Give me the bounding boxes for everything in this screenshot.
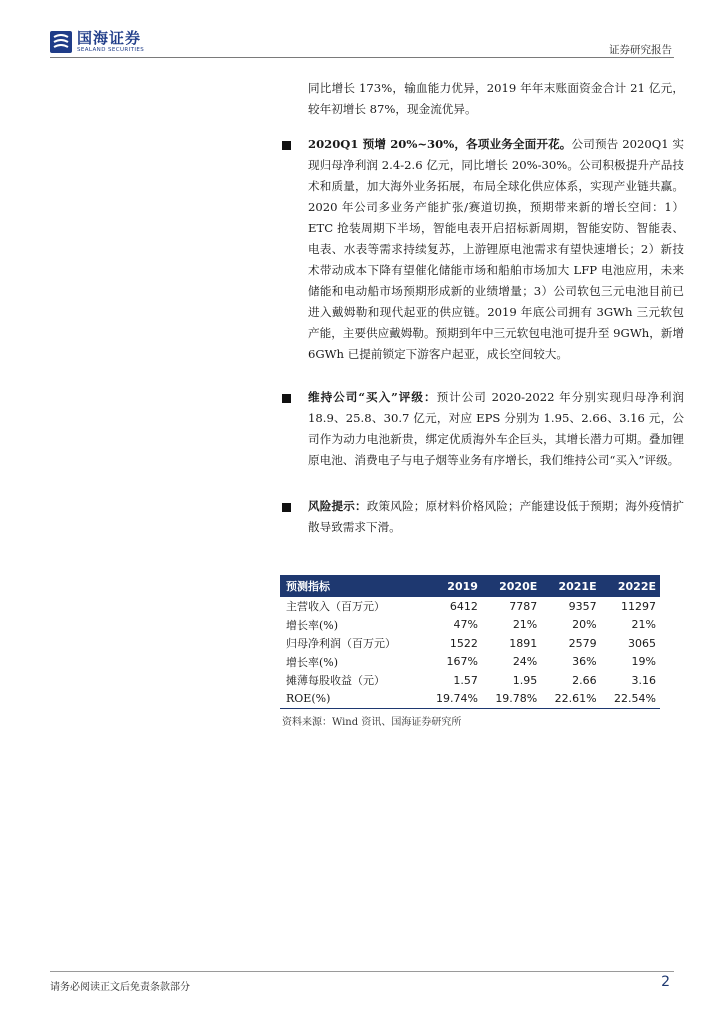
table-row	[280, 671, 660, 690]
table-cell: 20%	[572, 618, 597, 632]
table-cell: 主营收入（百万元）	[286, 600, 385, 614]
table-cell: 1522	[449, 636, 478, 650]
paragraph-risk	[308, 496, 684, 538]
paragraph-lead: 风险提示：	[308, 499, 367, 513]
table-row	[280, 690, 660, 709]
table-header-row	[280, 575, 660, 597]
report-type-label: 证券研究报告	[609, 44, 672, 56]
paragraph-text: 公司预告 2020Q1 实现归母净利润 2.4-2.6 亿元，同比增长 20%-30%。公司积极提升产品技术和质量，加大海外业务拓展，布局全球化供应体系，实现产业链共赢。2020 年公司多业务产能扩张/赛道切换，预期带来新的增长空间：1）ETC 抢装周期下半场，智能电表开启招标新周期，智能安防、智能表、电表、水表等需求持续复苏，上游锂原电池需求有望快速增长；2）新技术带动成本下降有望催化储能市场和船舶市场加大 LFP 电池应用，未来储能和电动船市场预期形成新的业绩增量；3）公司软包三元电池目前已进入戴姆勒和现代起亚的供应链。2019 年底公司拥有 3GWh 三元软包产能，主要供应戴姆勒。预期到年中三元软包电池可提升至 9GWh，新增 6GWh 已提前锁定下游客户起亚，成长空间较大。	[308, 137, 684, 361]
forecast-table	[280, 575, 660, 709]
paragraph-rating	[308, 387, 684, 471]
table-cell: 19.74%	[423, 690, 482, 709]
bullet-marker	[282, 141, 291, 150]
table-source-note: 资料来源：Wind 资讯、国海证券研究所	[282, 717, 462, 728]
table-cell: 167%	[446, 655, 478, 669]
logo-name-en: SEALAND SECURITIES	[77, 47, 145, 53]
paragraph-lead: 维持公司“买入”评级：	[308, 390, 437, 404]
table-cell: 47%	[453, 618, 478, 632]
table-cell: 21%	[512, 618, 538, 632]
table-cell: 摊薄每股收益（元）	[286, 674, 385, 688]
page-number: 2	[661, 974, 670, 990]
table-row	[280, 653, 660, 672]
paragraph-text: 政策风险；原材料价格风险；产能建设低于预期；海外疫情扩散导致需求下滑。	[308, 499, 684, 534]
table-cell: 36%	[572, 655, 597, 669]
table-cell: 1.95	[512, 673, 538, 687]
table-cell: 22.54%	[601, 690, 660, 709]
table-row	[280, 616, 660, 635]
paragraph-q1-forecast	[308, 134, 684, 365]
table-cell: 增长率(%)	[286, 618, 339, 632]
table-cell: 增长率(%)	[286, 655, 339, 669]
table-row	[280, 634, 660, 653]
table-cell: 22.61%	[541, 690, 600, 709]
table-header-cell: 2022E	[601, 575, 660, 597]
bullet-marker	[282, 394, 291, 403]
table-row	[280, 597, 660, 616]
table-cell: 19.78%	[482, 690, 541, 709]
table-cell: 11297	[621, 599, 656, 613]
table-cell: 1891	[509, 636, 538, 650]
table-cell: 9357	[568, 599, 597, 613]
table-cell: 7787	[509, 599, 538, 613]
paragraph-lead: 2020Q1 预增 20%~30%，各项业务全面开花。	[308, 137, 572, 151]
page-header	[0, 0, 724, 60]
table-cell: 3.16	[631, 673, 656, 687]
footer-divider	[50, 971, 674, 972]
logo-name-cn: 国海证券	[77, 29, 142, 47]
paragraph-cashflow	[308, 78, 684, 120]
table-cell: ROE(%)	[280, 690, 423, 709]
table-cell: 6412	[449, 599, 478, 613]
table-cell: 3065	[628, 636, 656, 650]
table-cell: 24%	[512, 655, 538, 669]
table-cell: 2579	[568, 636, 597, 650]
paragraph-text: 预计公司 2020-2022 年分别实现归母净利润 18.9、25.8、30.7 亿元，对应 EPS 分别为 1.95、2.66、3.16 元，公司作为动力电池新贵，绑定优质海外车企巨头，其增长潜力可期。叠加锂原电池、消费电子与电子烟等业务有序增长，我们维持公司“买入”评级。	[308, 390, 684, 467]
bullet-marker	[282, 503, 291, 512]
paragraph-text: 同比增长 173%，输血能力优异，2019 年年末账面资金合计 21 亿元，较年初增长 87%，现金流优异。	[308, 81, 684, 116]
table-cell: 21%	[631, 618, 656, 632]
table-header-cell: 预测指标	[280, 575, 423, 597]
table-header-cell: 2021E	[541, 575, 600, 597]
table-header-cell: 2020E	[482, 575, 541, 597]
header-divider	[50, 57, 674, 58]
table-cell: 1.57	[453, 673, 478, 687]
table-cell: 19%	[631, 655, 656, 669]
sealand-logo-icon	[50, 31, 72, 53]
footer-disclaimer: 请务必阅读正文后免责条款部分	[50, 982, 190, 993]
table-cell: 归母净利润（百万元）	[286, 637, 396, 651]
company-logo	[50, 30, 180, 56]
table-header-cell: 2019	[423, 575, 482, 597]
table-cell: 2.66	[572, 673, 597, 687]
